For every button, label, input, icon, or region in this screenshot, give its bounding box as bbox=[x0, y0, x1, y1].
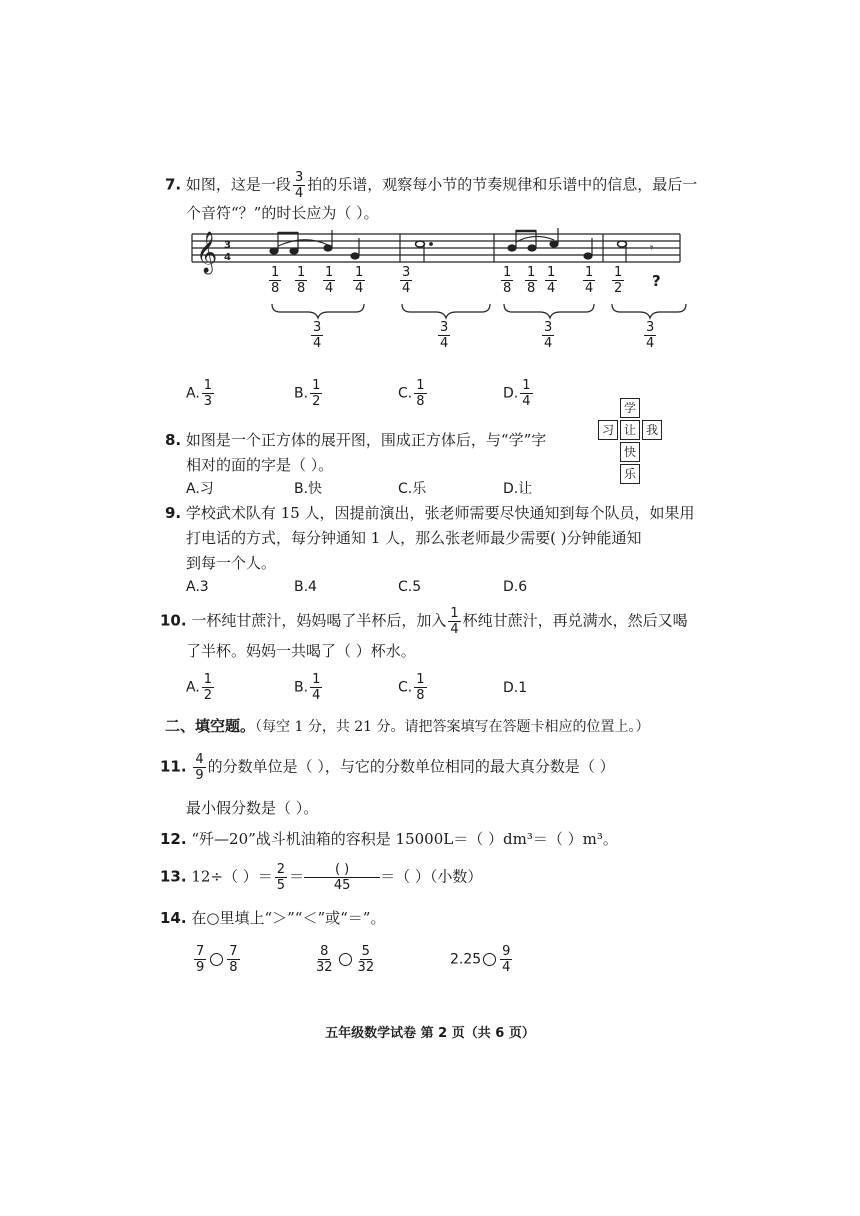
svg-text:4: 4 bbox=[224, 252, 231, 263]
q9-option-c[interactable]: C.5 bbox=[398, 579, 422, 595]
q8-line1: 8. 如图是一个正方体的展开图，围成正方体后，与“学”字 bbox=[165, 431, 547, 449]
q7-option-c[interactable]: C. $\frac{1}{8}$ bbox=[398, 378, 425, 409]
q9-option-a[interactable]: A.3 bbox=[186, 579, 209, 595]
q10-fraction: $\frac{1}{4}$ bbox=[450, 606, 459, 637]
measure-4-total: $\frac{3}{4}$ bbox=[646, 320, 655, 351]
net-cell-right: 我 bbox=[642, 420, 662, 440]
q11-line2: 最小假分数是（ ）。 bbox=[186, 799, 319, 817]
q8-option-c[interactable]: C.乐 bbox=[398, 481, 427, 497]
q13-fraction-2: $\frac{( )}{45}$ bbox=[306, 862, 378, 893]
net-cell-below: 快 bbox=[620, 442, 640, 462]
net-cell-top: 学 bbox=[620, 398, 640, 418]
q10-option-b[interactable]: B. $\frac{1}{4}$ bbox=[294, 672, 321, 703]
q7-line2: 个音符“？”的时长应为（ ）。 bbox=[186, 204, 379, 222]
measure-1-total: $\frac{3}{4}$ bbox=[313, 320, 322, 351]
q8-line2: 相对的面的字是（ ）。 bbox=[186, 456, 334, 474]
svg-text:3: 3 bbox=[224, 240, 231, 251]
q8-option-a[interactable]: A.习 bbox=[186, 481, 214, 497]
q8-option-d[interactable]: D.让 bbox=[503, 481, 533, 497]
q10-line2: 了半杯。妈妈一共喝了（ ）杯水。 bbox=[186, 642, 416, 660]
q9-option-b[interactable]: B.4 bbox=[294, 579, 317, 595]
q11-line1: 11. $\frac{4}{9}$ 的分数单位是（ ），与它的分数单位相同的最大真分数是（ ） bbox=[160, 752, 615, 783]
q8-option-b[interactable]: B.快 bbox=[294, 481, 323, 497]
q9-line3: 到每一个人。 bbox=[186, 554, 277, 572]
q11-fraction: $\frac{4}{9}$ bbox=[195, 752, 204, 783]
svg-text:𝄾: 𝄾 bbox=[650, 241, 654, 256]
compare-circle-3[interactable] bbox=[483, 953, 496, 966]
q10-line1: 10. 一杯纯甘蔗汁，妈妈喝了半杯后，加入 $\frac{1}{4}$ 杯纯甘蔗汁，再兑满水，然后又喝 bbox=[160, 606, 688, 637]
q14-compare-1: $\frac{7}{9}$ $\frac{7}{8}$ bbox=[196, 944, 238, 975]
q9-line1: 9. 学校武术队有 15 人，因提前演出，张老师需要尽快通知到每个队员，如果用 bbox=[165, 504, 695, 522]
q7-meter-fraction: $\frac{3}{4}$ bbox=[294, 170, 304, 201]
net-cell-left: 习 bbox=[598, 420, 618, 440]
net-cell-bottom: 乐 bbox=[620, 464, 640, 484]
page-footer: 五年级数学试卷 第 2 页（共 6 页） bbox=[325, 1026, 535, 1041]
q10-option-d[interactable]: D.1 bbox=[503, 680, 528, 696]
measure-2-total: $\frac{3}{4}$ bbox=[440, 320, 449, 351]
q13-fraction-1: $\frac{2}{5}$ bbox=[276, 862, 286, 893]
treble-clef-icon: 𝄞 bbox=[196, 232, 218, 273]
q10-option-c[interactable]: C. $\frac{1}{8}$ bbox=[398, 672, 425, 703]
q13-line: 13. 12÷（ ）＝ $\frac{2}{5}$ ＝ $\frac{( )}{45}$ ＝（ ）（小数） bbox=[160, 862, 483, 893]
measure-3-total: $\frac{3}{4}$ bbox=[544, 320, 553, 351]
q7-option-a[interactable]: A. $\frac{1}{3}$ bbox=[186, 378, 213, 409]
q7-option-d[interactable]: D. $\frac{1}{4}$ bbox=[503, 378, 531, 409]
compare-circle-1[interactable] bbox=[210, 953, 223, 966]
q14-compare-2: $\frac{8}{32}$ $\frac{5}{32}$ bbox=[316, 944, 375, 975]
q7-option-b[interactable]: B. $\frac{1}{2}$ bbox=[294, 378, 321, 409]
q10-option-a[interactable]: A. $\frac{1}{2}$ bbox=[186, 672, 213, 703]
cube-net bbox=[598, 398, 662, 484]
section-2-heading: 二、填空题。（每空 1 分，共 21 分。请把答案填写在答题卡相应的位置上。） bbox=[165, 717, 650, 735]
q12-line: 12. “歼—20”战斗机油箱的容积是 15000L＝（ ）dm³＝（ ）m³。 bbox=[160, 830, 618, 848]
q9-option-d[interactable]: D.6 bbox=[503, 579, 528, 595]
q14-line: 14. 在○里填上“＞”“＜”或“＝”。 bbox=[160, 909, 386, 927]
q14-compare-3: 2.25 $\frac{9}{4}$ bbox=[450, 944, 511, 975]
unknown-note-duration: ? bbox=[652, 272, 661, 290]
compare-circle-2[interactable] bbox=[339, 953, 352, 966]
q9-line2: 打电话的方式，每分钟通知 1 人，那么张老师最少需要( )分钟能通知 bbox=[186, 529, 642, 547]
net-cell-center: 让 bbox=[620, 420, 640, 440]
q7-line1: 7. 如图，这是一段 $\frac{3}{4}$ 拍的乐谱，观察每小节的节奏规律和乐谱中的信息，最后一 bbox=[165, 170, 698, 201]
